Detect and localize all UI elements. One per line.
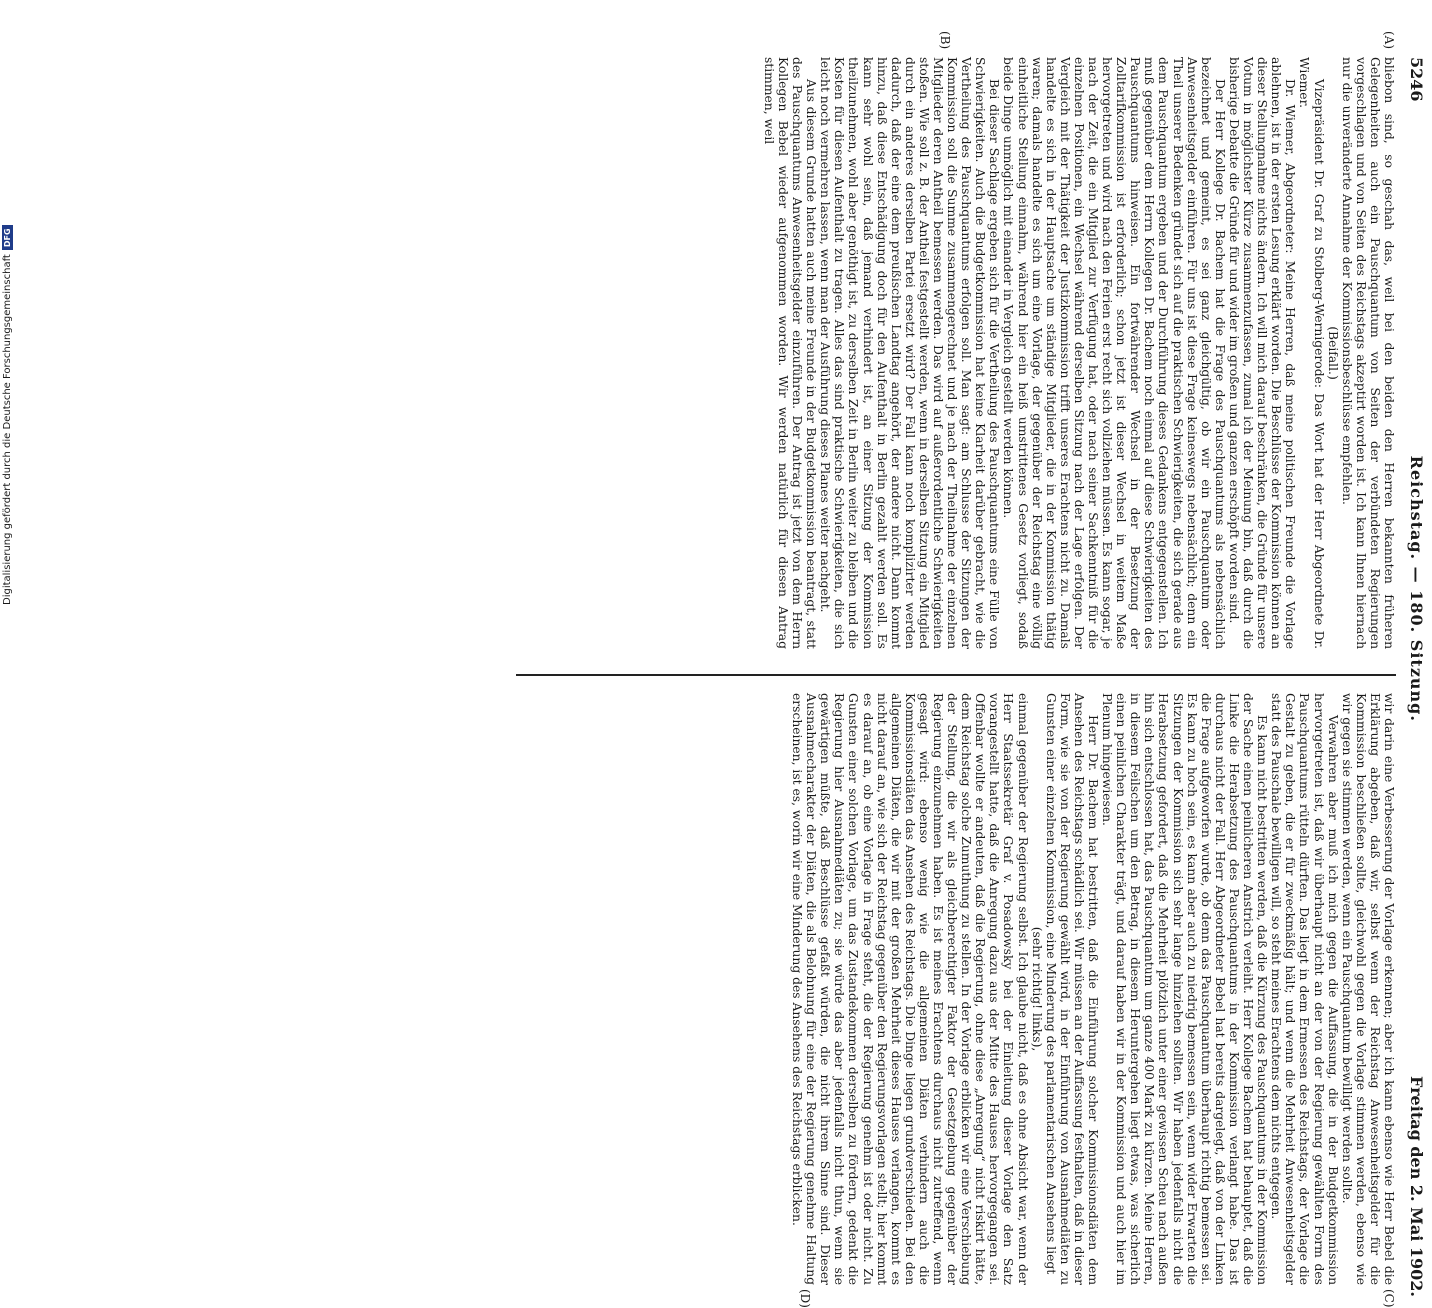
margin-marker-a: (A)	[1382, 31, 1396, 50]
digitization-note	[2, 225, 13, 605]
page-number: 5246	[1407, 57, 1427, 102]
paragraph: Der Herr Kollege Dr. Bachem hat die Frage des Pauschquantums als nebensächlich bezeichnet und gemeint, es sei ganz gleichgültig, ob wir ein Pauschquantum oder Anwesenheitsgelder einführen. Für uns ist diese Frage keineswegs nebensächlich; denn ein Theil unserer Bedenken gründet sich auf die praktischen Schwierigkeiten, die sich gerade aus dem Pauschquantum ergeben und der Durchführung dieses Gedankens entgegenstellen. Ich muß gegenüber dem Herrn Kollegen Dr. Bachem noch einmal auf diese Schwierigkeiten des Pauschquantums hinweisen. Ein fortwährender Wechsel in der Besetzung der Zolltarifkommission ist erforderlich; schon jetzt ist dieser Wechsel in weitem Maße hervorgetreten und wird nach den Ferien erst recht sich vollziehen müssen. Es kann sogar, je nach der Zeit, die ein Mitglied zur Verfügung hat, oder nach seiner Sachkenntniß für die einzelnen Positionen, ein Wechsel während derselben Sitzung nach der Lage erfolgen. Der Vergleich mit der Thätigkeit der Justizkommission trifft unseres Erachtens nicht zu. Damals handelte es sich in der Hauptsache um ständige Mitglieder, die in der Kommission thätig waren; damals handelte es sich um eine Vorlage, der gegenüber der Reichstag eine völlig einheitliche Stellung einnahm, während hier ein heiß umstrittenes Gesetz vorliegt, sodaß beide Dinge unmöglich mit einander in Vergleich gestellt werden können.	[1001, 57, 1227, 649]
paragraph: Aus diesem Grunde hatten auch meine Freunde in der Budgetkommission beantragt, statt des Pauschquantums Anwesenheitsgelder einzuführen. Der Antrag ist jetzt von dem Herrn Kollegen Bebel wieder aufgenommen worden. Wir werden natürlich für diesen Antrag stimmen, weil	[761, 57, 819, 649]
paragraph: Verwahren aber muß ich mich gegen die Auffassung, die in der Budgetkommission hervorgetreten ist, daß wir überhaupt nicht an der von der Regierung gewählten Form des Pauschquantums rütteln dürften. Das liegt in dem Ermessen des Reichstags, der Vorlage die Gestalt zu geben, die er für zweckmäßig hält; und wenn die Mehrheit Anwesenheitsgelder statt des Pauschale bewilligen will, so steht meines Erachtens dem nichts entgegen.	[1269, 693, 1340, 1285]
margin-marker-b: (B)	[938, 31, 952, 50]
paragraph: (sehr richtig! links),	[1029, 926, 1044, 1052]
paragraph: bliebon sind, so geschah das, weil bei den beiden den Herren bekannten früheren Gelegenheiten auch ein Pauschquantum von Seiten der verbündeten Regierungen vorgeschlagen und von Seiten des Reichstags akzeptirt worden ist. Ich kann Ihnen hiernach nur die unveränderte Annahme der Kommissionsbeschlüsse empfehlen.	[1339, 57, 1396, 649]
document-page	[98, 31, 1427, 1308]
dfg-logo: DFG	[2, 225, 13, 250]
paragraph: (Beifall.)	[1325, 326, 1340, 380]
rotated-page	[192, 31, 1432, 1308]
margin-marker-c: (C)	[1382, 1289, 1396, 1308]
paragraph: Vizepräsident Dr. Graf zu Stolberg-Wernigerode: Das Wort hat der Herr Abgeordnete Dr. Wiemer.	[1297, 57, 1326, 649]
paragraph: Es kann nicht bestritten werden, daß die Kürzung des Pauschquantums in der Kommission der Sache einen peinlicheren Anstrich verleiht. Herr Kollege Bachem hat behauptet, daß die Linke die Herabsetzung des Pauschquantums in der Kommission verlangt habe. Das ist durchaus nicht der Fall. Herr Abgeordneter Bebel hat bereits dargelegt, daß von der Linken die Frage aufgeworfen wurde, ob denn das Pauschquantum überhaupt richtig bemessen sei. Es kann zu hoch sein, es kann aber auch zu niedrig bemessen sein, wenn wider Erwarten die Sitzungen der Kommission sich sehr lange hinziehen sollten. Wir haben jedenfalls nicht die Herabsetzung gefordert, daß die Mehrheit plötzlich unter einer gewissen Scheu nach außen hin sich entschlossen hat, das Pauschquantum um ganze 400 Mark zu kürzen. Meine Herren, in diesem Feilschen um den Betrag, in diesem Heruntergehen liegt etwas, was sicherlich einen peinlichen Charakter trägt, und darauf haben wir in der Kommission und auch hier im Plenum hingewiesen.	[1100, 693, 1270, 1285]
paragraph: Bei dieser Sachlage ergeben sich für die Vertheilung des Pauschquantums eine Fülle von Schwierigkeiten. Auch die Budgetkommission hat keine Klarheit darüber gebracht, wie die Vertheilung des Pauschquantums erfolgen soll. Man sagt: am Schlusse der Sitzungen der Kommission soll die Summe zusammengerechnet und je nach der Theilnahme der einzelnen Mitglieder deren Antheil bemessen werden. Das wird auf außerordentliche Schwierigkeiten stoßen. Wie soll z. B. der Antheil festgestellt werden, wenn in derselben Sitzung ein Mitglied durch ein anderes derselben Partei ersetzt wird? Der Fall kann noch komplizirter werden dadurch, daß der eine dem preußischen Landtag angehört, der andere nicht. Dann kommt hinzu, daß diese Entschädigung doch für den Aufenthalt in Berlin gezahlt werden soll. Es kann sehr wohl sein, daß jemand verhindert ist, an einer Sitzung der Kommission theilzunehmen, wohl aber genöthigt ist, zu derselben Zeit in Berlin weiter zu bleiben und die Kosten für diesen Aufenthalt zu tragen. Alles das sind praktische Schwierigkeiten, die sich leicht noch vermehren lassen, wenn man der Ausführung dieses Planes weiter nachgeht.	[818, 57, 1002, 649]
page-header	[1402, 57, 1432, 1297]
paragraph: Herr Dr. Bachem hat bestritten, daß die Einführung solcher Kommissionsdiäten dem Ansehen des Reichstags schädlich sei. Wir müssen an der Auffassung festhalten, daß in dieser Form, wie sie von der Regierung gewählt wird, in der Einführung von Ausnahmediäten zu Gunsten einer einzelnen Kommission, eine Minderung des parlamentarischen Ansehens liegt	[1043, 693, 1101, 1285]
left-column	[516, 57, 1396, 649]
paragraph: wir darin eine Verbesserung der Vorlage erkennen; aber ich kann ebenso wie Herr Bebel die Erklärung abgeben, daß wir, selbst wenn der Reichstag Anwesenheitsgelder für die Kommission beschließen sollte, gleichwohl gegen die Vorlage stimmen werden, ebenso wie wir gegen sie stimmen werden, wenn ein Pauschquantum bewilligt werden sollte.	[1339, 693, 1396, 1285]
margin-marker-d: (D)	[798, 1289, 812, 1308]
column-divider	[516, 674, 1396, 676]
page-date: Freitag den 2. Mai 1902.	[1407, 1076, 1427, 1297]
page-title: Reichstag. — 180. Sitzung.	[1407, 455, 1427, 722]
paragraph: Dr. Wiemer, Abgeordneter: Meine Herren, daß meine politischen Freunde die Vorlage ablehnen, ist in der ersten Lesung erklärt worden. Die Beschlüsse der Kommission können an dieser Stellungnahme nichts ändern. Ich will mich darauf beschränken, die Gründe für unsere Votum in möglichster Kürze zusammenzufassen, zumal ich der Meinung bin, daß durch die bisherige Debatte die Gründe für und wider im großen und ganzen erschöpft worden sind.	[1226, 57, 1298, 649]
paragraph: einmal gegenüber der Regierung selbst. Ich glaube nicht, daß es ohne Absicht war, wenn der Herr Staatssekretär Graf v. Posadowsky bei der Einleitung dieser Vorlage den Satz vorangestellt hatte, daß die Anregung dazu aus der Mitte des Hauses hervorgegangen sei. Offenbar wollte er andeuten, daß die Regierung, ohne diese „Anregung“ nicht riskirt hätte, dem Reichstag solche Zumuthung zu stellen. In der Vorlage erblicken wir eine Verschiebung der Stellung, die wir als gleichberechtigter Faktor der Gesetzgebung gegenüber der Regierung einzunehmen haben. Es ist meines Erachtens durchaus nicht zutreffend, wenn gesagt wird: ebenso wenig wie die allgemeinen Diäten verhindern auch die Kommissionsdiäten das Ansehen des Reichstags. Die Dinge liegen grundverschieden. Bei den allgemeinen Diäten, die wir mit der großen Mehrheit dieses Hauses verlangen, kommt es nicht darauf an, wie sich der Reichstag gegenüber den Regierungsvorlagen stellt; hier kommt es darauf an, ob eine Vorlage in Frage steht, die der Regierung genehm ist oder nicht. Zu Gunsten einer solchen Vorlage, um das Zustandekommen derselben zu fördern, gedenkt die Regierung hier Ausnahmediäten zu; sie würde das aber jedenfalls nicht thun, wenn sie gewärtigen müßte, daß Beschlüsse gefaßt würden, die nicht ihrem Sinne sind. Dieser Ausnahmecharakter der Diäten, die als Belohnung für eine der Regierung genehme Haltung erscheinen, ist es, worin wir eine Minderung des Ansehens des Reichstags erblicken.	[790, 693, 1030, 1285]
right-column	[516, 693, 1396, 1285]
digitization-text: Digitalisierung gefördert durch die Deutsche Forschungsgemeinschaft	[2, 254, 13, 605]
